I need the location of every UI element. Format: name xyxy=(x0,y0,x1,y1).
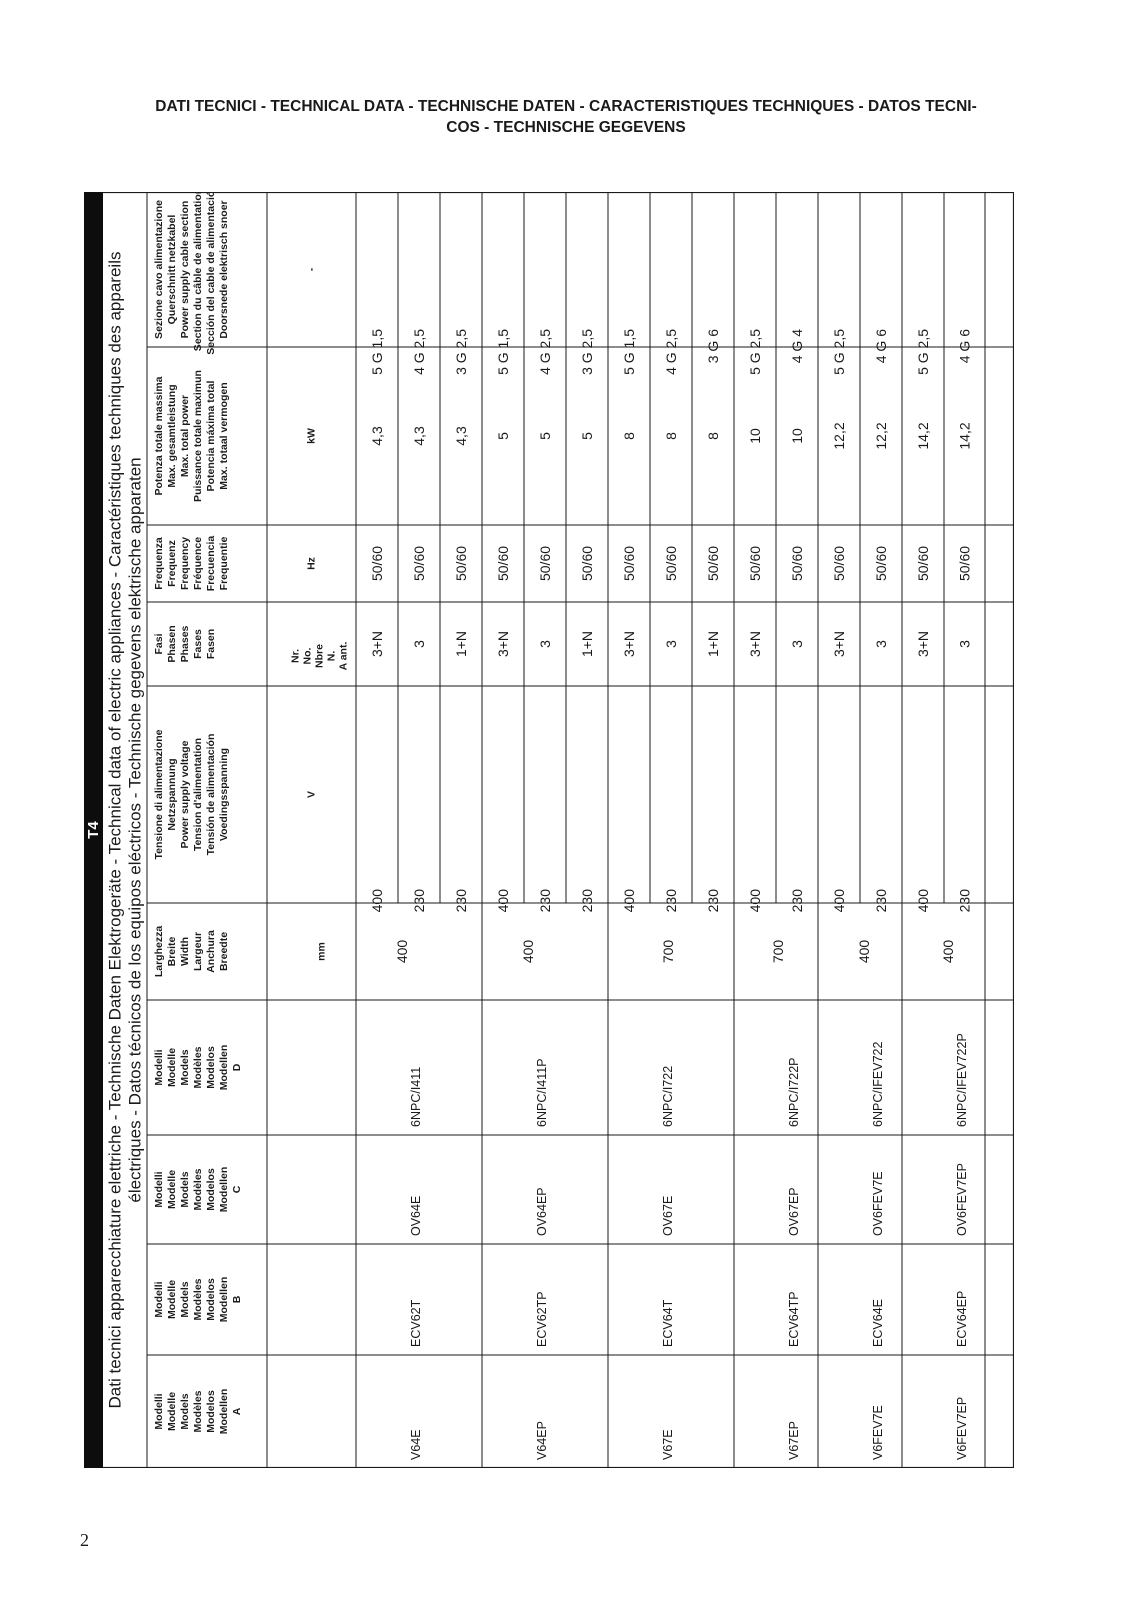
model-b-value: ECV62T xyxy=(409,1299,423,1347)
voltage-value: 400 xyxy=(495,889,511,913)
power-value: 14,2 xyxy=(956,422,973,450)
voltage-value: 230 xyxy=(873,889,889,913)
unit-width: mm xyxy=(315,942,328,961)
header-model-a-line-4: Modèles xyxy=(192,1390,204,1433)
model-a-value: V67EP xyxy=(787,1421,801,1460)
unit-phases-line-4: N. xyxy=(325,650,338,662)
power-value: 5 xyxy=(495,432,511,440)
voltage-value: 230 xyxy=(663,889,679,913)
header-phases-line-4: Fases xyxy=(192,629,204,659)
table-title-line-1: Dati tecnici apparecchiature elettriche - Technische Daten Elektrogeräte - Technical data of electric appliances - Caractéristiques techniques des appareils xyxy=(105,251,125,1409)
width-value: 700 xyxy=(770,939,786,964)
header-power-line-2: Max. gesamtleistung xyxy=(166,384,178,488)
frequency-value: 50/60 xyxy=(537,545,553,582)
unit-phases-line-5: A ant. xyxy=(337,641,350,671)
model-d-value: 6NPC/I722P xyxy=(787,1057,801,1127)
power-value: 8 xyxy=(705,432,721,440)
header-cable-line-1: Sezione cavo alimentazione xyxy=(153,200,165,339)
model-c-value: OV64E xyxy=(409,1195,423,1236)
header-model-a-line-2: Modelle xyxy=(166,1391,178,1432)
header-model-a-line-3: Models xyxy=(179,1393,191,1430)
width-value: 400 xyxy=(940,939,956,964)
model-c-value: OV6FEV7EP xyxy=(955,1163,969,1236)
header-model-d-line-7: D xyxy=(231,1063,243,1072)
model-b-value: ECV64TP xyxy=(787,1291,801,1347)
phases-value: 3+N xyxy=(621,630,637,658)
model-b-value: ECV62TP xyxy=(535,1291,549,1347)
frequency-value: 50/60 xyxy=(789,545,805,582)
power-value: 8 xyxy=(663,432,679,440)
page-number: 2 xyxy=(80,1530,89,1550)
model-d-value: 6NPC/I722 xyxy=(661,1065,675,1127)
phases-value: 3+N xyxy=(369,630,385,658)
header-model-b-line-1: Modelli xyxy=(153,1281,165,1318)
header-voltage-line-6: Voedingsspanning xyxy=(218,747,230,842)
header-model-a-line-6: Modellen xyxy=(218,1388,230,1435)
voltage-value: 230 xyxy=(537,889,553,913)
header-frequency-line-1: Frequenza xyxy=(153,537,165,590)
cable-value: 5 G 2,5 xyxy=(915,329,931,375)
header-model-d-line-3: Models xyxy=(179,1049,191,1086)
cable-value: 4 G 2,5 xyxy=(411,329,427,375)
header-power-line-4: Puissance totale maximun xyxy=(192,370,204,502)
model-b-value: ECV64T xyxy=(661,1299,675,1347)
header-model-a-line-1: Modelli xyxy=(153,1393,165,1430)
cable-value: 4 G 6 xyxy=(873,329,889,364)
header-width-line-6: Breedte xyxy=(218,931,230,972)
header-model-b-line-4: Modèles xyxy=(192,1278,204,1321)
header-model-c-line-5: Modelos xyxy=(205,1168,217,1211)
voltage-value: 400 xyxy=(831,889,847,913)
header-cable-line-3: Power supply cable section xyxy=(179,200,191,339)
unit-cable: - xyxy=(305,267,318,272)
cable-value: 3 G 2,5 xyxy=(579,329,595,375)
cable-value: 3 G 2,5 xyxy=(453,329,469,375)
power-value: 5 xyxy=(537,432,553,440)
frequency-value: 50/60 xyxy=(915,545,931,582)
frequency-value: 50/60 xyxy=(831,545,847,582)
table-band-label: T4 xyxy=(85,821,102,839)
header-frequency-line-6: Frequentie xyxy=(218,536,230,591)
unit-phases-line-3: Nbre xyxy=(313,644,326,668)
header-phases-line-2: Phasen xyxy=(166,625,178,663)
cable-value: 5 G 2,5 xyxy=(747,329,763,375)
frequency-value: 50/60 xyxy=(873,545,889,582)
header-power-line-3: Max. total power xyxy=(179,394,191,478)
voltage-value: 230 xyxy=(789,889,805,913)
page-heading-line-2: COS - TECHNISCHE GEGEVENS xyxy=(446,119,686,136)
header-model-d-line-1: Modelli xyxy=(153,1049,165,1086)
header-width-line-1: Larghezza xyxy=(153,925,165,978)
cable-value: 3 G 6 xyxy=(705,329,721,364)
phases-value: 3 xyxy=(873,640,889,648)
unit-frequency: Hz xyxy=(305,557,318,570)
frequency-value: 50/60 xyxy=(956,545,973,582)
cable-value: 4 G 2,5 xyxy=(663,329,679,375)
voltage-value: 400 xyxy=(747,889,763,913)
header-model-b-line-3: Models xyxy=(179,1281,191,1318)
table-title-line-2: électriques - Datos técnicos de los equipos eléctricos - Technische gegevens elektrische apparaten xyxy=(125,457,145,1203)
header-model-b-line-7: B xyxy=(231,1295,243,1304)
voltage-value: 400 xyxy=(621,889,637,913)
header-width-line-4: Largeur xyxy=(192,931,204,972)
model-a-value: V67E xyxy=(661,1429,675,1460)
model-b-value: ECV64EP xyxy=(955,1290,969,1347)
header-cable-line-2: Querschnitt netzkabel xyxy=(166,214,178,325)
model-d-value: 6NPC/I411P xyxy=(535,1058,549,1127)
model-c-value: OV64EP xyxy=(535,1187,549,1236)
model-d-value: 6NPC/IFEV722P xyxy=(955,1033,969,1127)
cable-value: 5 G 1,5 xyxy=(621,329,637,375)
phases-value: 3+N xyxy=(747,630,763,658)
frequency-value: 50/60 xyxy=(411,545,427,582)
phases-value: 3 xyxy=(789,640,805,648)
header-power-line-1: Potenza totale massima xyxy=(153,376,165,496)
header-model-a-line-5: Modelos xyxy=(205,1390,217,1433)
power-value: 5 xyxy=(579,432,595,440)
header-model-c-line-1: Modelli xyxy=(153,1171,165,1208)
power-value: 4,3 xyxy=(411,426,427,446)
cable-value: 4 G 2,5 xyxy=(537,329,553,375)
model-a-value: V64E xyxy=(409,1429,423,1460)
header-width-line-2: Breite xyxy=(166,936,178,967)
width-value: 400 xyxy=(394,939,410,964)
header-cable-line-5: Sección del cable de alimentación xyxy=(205,192,217,355)
header-cable-line-4: Section du câble de alimentation xyxy=(192,192,204,352)
voltage-value: 230 xyxy=(956,889,973,913)
header-model-d-line-4: Modèles xyxy=(192,1046,204,1089)
frequency-value: 50/60 xyxy=(747,545,763,582)
model-b-value: ECV64E xyxy=(871,1299,885,1347)
header-frequency-line-2: Frequenz xyxy=(166,540,178,587)
model-a-value: V6FEV7E xyxy=(871,1405,885,1460)
model-c-value: OV6FEV7E xyxy=(871,1171,885,1236)
header-model-c-line-4: Modèles xyxy=(192,1168,204,1211)
width-value: 400 xyxy=(520,939,536,964)
power-value: 10 xyxy=(789,428,805,444)
header-frequency-line-4: Fréquence xyxy=(192,536,204,591)
header-power-line-6: Max. totaal vermogen xyxy=(218,382,230,490)
cable-value: 4 G 4 xyxy=(789,329,805,364)
voltage-value: 400 xyxy=(915,889,931,913)
header-phases-line-3: Phases xyxy=(179,625,191,663)
power-value: 12,2 xyxy=(873,422,889,450)
voltage-value: 230 xyxy=(453,889,469,913)
unit-phases-line-2: No. xyxy=(301,647,314,665)
header-model-d-line-5: Modelos xyxy=(205,1046,217,1089)
header-model-d-line-2: Modelle xyxy=(166,1047,178,1088)
cable-value: 4 G 6 xyxy=(956,329,973,364)
unit-phases-line-1: Nr. xyxy=(289,648,302,664)
header-model-b-line-6: Modellen xyxy=(218,1276,230,1323)
voltage-value: 230 xyxy=(705,889,721,913)
header-power-line-5: Potencia máxima total xyxy=(205,380,217,492)
header-voltage-line-4: Tension d'alimentation xyxy=(192,737,204,852)
model-d-value: 6NPC/I411 xyxy=(409,1066,423,1127)
phases-value: 1+N xyxy=(705,630,721,658)
header-width-line-5: Anchura xyxy=(205,930,217,973)
power-value: 4,3 xyxy=(453,426,469,446)
cable-value: 5 G 1,5 xyxy=(369,329,385,375)
power-value: 8 xyxy=(621,432,637,440)
width-value: 700 xyxy=(660,939,676,964)
phases-value: 3+N xyxy=(831,630,847,658)
page-heading xyxy=(70,96,1062,138)
header-model-a-line-7: A xyxy=(231,1407,243,1416)
header-voltage-line-1: Tensione di alimentazione xyxy=(153,729,165,860)
header-frequency-line-5: Frecuencia xyxy=(205,535,217,592)
model-a-value: V64EP xyxy=(535,1421,549,1460)
frequency-value: 50/60 xyxy=(621,545,637,582)
frequency-value: 50/60 xyxy=(663,545,679,582)
header-voltage-line-3: Power supply voltage xyxy=(179,740,191,849)
technical-data-table-svg xyxy=(84,192,1014,1468)
header-voltage-line-2: Netzspannung xyxy=(166,758,178,831)
header-width-line-3: Width xyxy=(179,936,191,967)
power-value: 12,2 xyxy=(831,422,847,450)
model-d-value: 6NPC/IFEV722 xyxy=(871,1041,885,1127)
header-model-c-line-3: Models xyxy=(179,1171,191,1208)
voltage-value: 400 xyxy=(369,889,385,913)
cable-value: 5 G 2,5 xyxy=(831,329,847,375)
phases-value: 3 xyxy=(537,640,553,648)
phases-value: 3 xyxy=(663,640,679,648)
header-cable-line-6: Doorsnede elektrisch snoer xyxy=(218,200,230,339)
power-value: 10 xyxy=(747,428,763,444)
header-model-d-line-6: Modellen xyxy=(218,1044,230,1091)
width-value: 400 xyxy=(856,939,872,964)
model-c-value: OV67E xyxy=(661,1195,675,1236)
header-model-c-line-2: Modelle xyxy=(166,1169,178,1210)
unit-voltage: V xyxy=(305,790,318,799)
header-model-b-line-2: Modelle xyxy=(166,1279,178,1320)
technical-data-table xyxy=(84,192,1014,1468)
power-value: 4,3 xyxy=(369,426,385,446)
header-phases-line-5: Fasen xyxy=(205,628,217,660)
frequency-value: 50/60 xyxy=(495,545,511,582)
phases-value: 3+N xyxy=(915,630,931,658)
phases-value: 1+N xyxy=(453,630,469,658)
voltage-value: 230 xyxy=(579,889,595,913)
header-model-c-line-7: C xyxy=(231,1185,243,1194)
cable-value: 5 G 1,5 xyxy=(495,329,511,375)
header-frequency-line-3: Frequency xyxy=(179,536,191,591)
phases-value: 1+N xyxy=(579,630,595,658)
unit-power: kW xyxy=(305,428,318,444)
header-model-c-line-6: Modellen xyxy=(218,1166,230,1213)
frequency-value: 50/60 xyxy=(579,545,595,582)
frequency-value: 50/60 xyxy=(453,545,469,582)
frequency-value: 50/60 xyxy=(705,545,721,582)
model-a-value: V6FEV7EP xyxy=(955,1396,969,1460)
power-value: 14,2 xyxy=(915,422,931,450)
page-heading-line-1: DATI TECNICI - TECHNICAL DATA - TECHNISCHE DATEN - CARACTERISTIQUES TECHNIQUES - DATOS TECNI- xyxy=(155,98,977,115)
phases-value: 3 xyxy=(411,640,427,648)
header-voltage-line-5: Tensión de alimentación xyxy=(205,733,217,856)
frequency-value: 50/60 xyxy=(369,545,385,582)
model-c-value: OV67EP xyxy=(787,1187,801,1236)
phases-value: 3 xyxy=(956,640,973,648)
voltage-value: 230 xyxy=(411,889,427,913)
header-model-b-line-5: Modelos xyxy=(205,1278,217,1321)
header-phases-line-1: Fasi xyxy=(153,633,165,655)
phases-value: 3+N xyxy=(495,630,511,658)
